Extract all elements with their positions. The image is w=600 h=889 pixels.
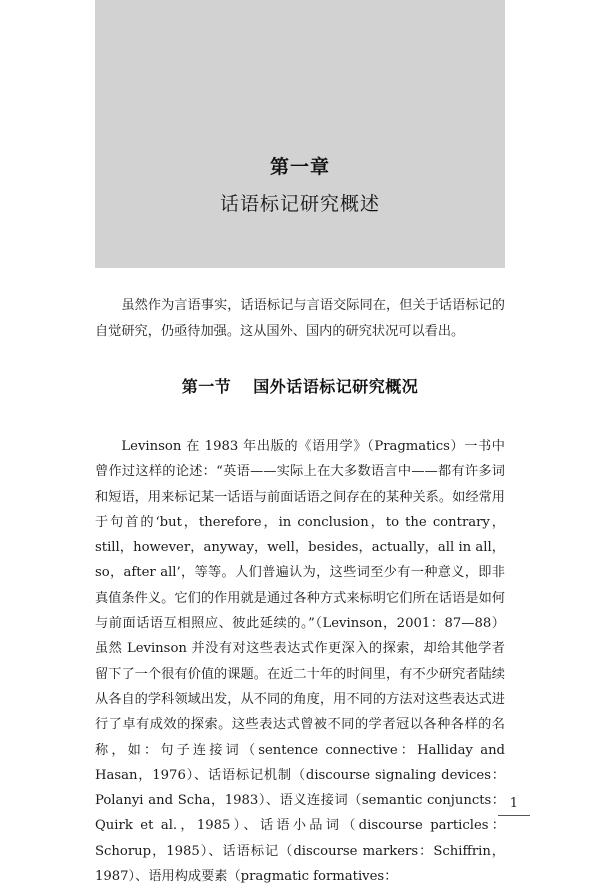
section-label: 第一节: [181, 377, 232, 396]
intro-paragraph: 虽然作为言语事实，话语标记与言语交际同在，但关于话语标记的自觉研究，仍亟待加强。这从国外、国内的研究状况可以看出。: [95, 298, 505, 339]
section-title: 国外话语标记研究概况: [253, 377, 419, 396]
section-heading: [95, 374, 505, 397]
chapter-title: 话语标记研究概述: [219, 193, 380, 215]
chapter-banner: [95, 0, 505, 268]
chapter-number: 第一章: [269, 156, 330, 178]
page-rule: [498, 815, 530, 816]
page-number: 1: [509, 796, 518, 811]
main-paragraph: Levinson 在 1983 年出版的《语用学》（Pragmatics）一书中曾作过这样的论述：“英语——实际上在大多数语言中——都有许多词和短语，用来标记某一话语与前面话语之间存在的某种关系。如经常用于句首的‘but，therefore，in conclusion，to the contrary，still，however，anyway，well，besides，actually，all in all，so，after all’，等等。人们普遍认为，这些词至少有一种意义，即非真值条件义。它们的作用就是通过各种方式来标明它们所在话语是如何与前面话语互相照应、彼此延续的。”（Levinson，2001：87—88）虽然 Levinson 并没有对这些表达式作更深入的探索，却给其他学者留下了一个很有价值的课题。在近二十年的时间里，有不少研究者陆续从各自的学科领域出发，从不同的角度，用不同的方法对这些表达式进行了卓有成效的探索。这些表达式曾被不同的学者冠以各种各样的名称，如：句子连接词（sentence connective：Halliday and Hasan，1976）、话语标记机制（discourse signaling devices：Polanyi and Scha，1983）、语义连接词（semantic conjuncts：Quirk et al.，1985）、话语小品词（discourse particles：Schorup，1985）、话语标记（discourse markers：Schiffrin，1987）、语用构成要素（pragmatic formatives：: [95, 439, 505, 885]
